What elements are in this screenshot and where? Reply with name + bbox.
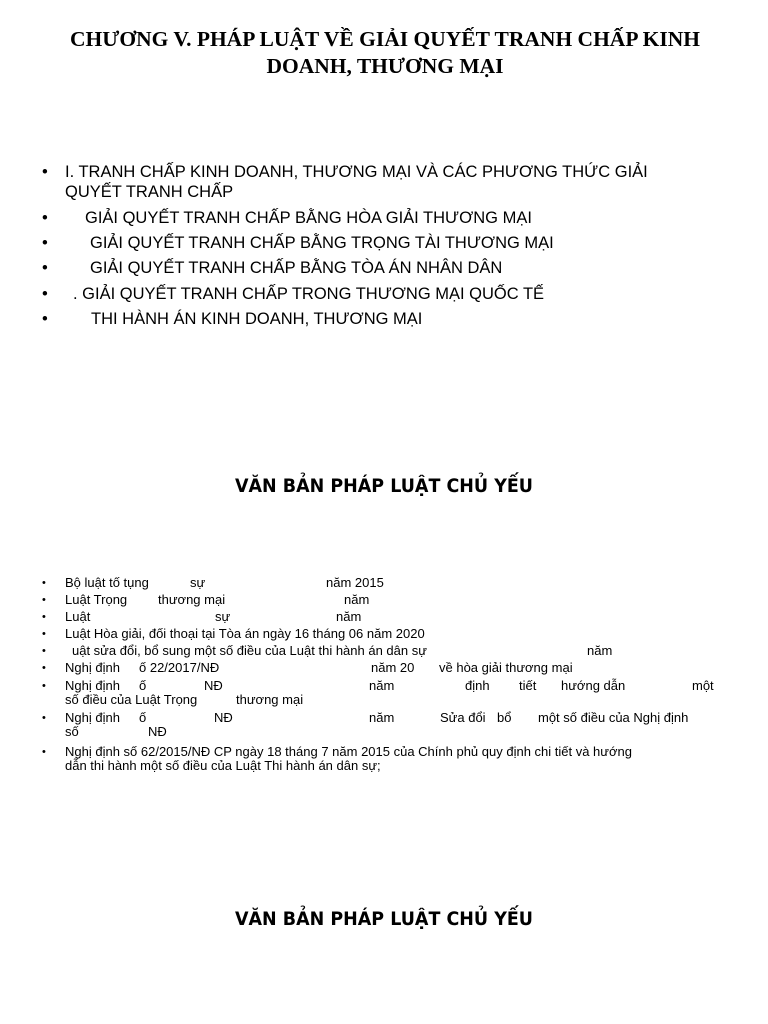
law-item (42, 627, 732, 643)
law-text: năm (336, 609, 362, 624)
outline-item (42, 162, 742, 201)
outline-item-text: I. TRANH CHẤP KINH DOANH, THƯƠNG MẠI VÀ CÁC PHƯƠNG THỨC GIẢI (65, 163, 648, 181)
bullet: • (42, 594, 46, 606)
law-text: ố (139, 710, 147, 725)
law-text: Nghị định (65, 710, 120, 725)
law-text: ố (139, 678, 147, 693)
law-item (42, 661, 732, 677)
outline-item-text: GIẢI QUYẾT TRANH CHẤP BẰNG TÒA ÁN NHÂN DÂN (90, 259, 503, 277)
bullet: • (42, 628, 46, 640)
law-text-cont: thương mại (236, 692, 304, 707)
bullet: • (42, 577, 46, 589)
outline-item-text: THI HÀNH ÁN KINH DOANH, THƯƠNG MẠI (91, 310, 423, 328)
law-text: sự (215, 609, 231, 624)
law-text: sự (190, 575, 206, 590)
bullet: • (42, 285, 48, 303)
law-text: năm (369, 678, 395, 693)
section-heading: VĂN BẢN PHÁP LUẬT CHỦ YẾU (235, 908, 533, 930)
law-text: một (692, 678, 714, 693)
law-item (42, 593, 732, 609)
law-text-cont: số điều của Luật Trọng (65, 692, 198, 707)
bullet: • (42, 209, 48, 227)
law-text: uật sửa đổi, bổ sung một số điều của Luật thi hành án dân sự (72, 643, 427, 658)
law-item (42, 711, 732, 741)
bullet: • (42, 259, 48, 277)
outline-item (42, 208, 742, 230)
law-text: năm 2015 (326, 575, 384, 590)
bullet: • (42, 645, 46, 657)
law-text: bổ (497, 710, 512, 725)
bullet: • (42, 662, 46, 674)
bullet: • (42, 680, 46, 692)
law-text: Bộ luật tố tụng (65, 575, 149, 590)
outline-item-text: . GIẢI QUYẾT TRANH CHẤP TRONG THƯƠNG MẠI QUỐC TẾ (73, 285, 545, 303)
law-text: Luật Hòa giải, đối thoại tại Tòa án ngày 16 tháng 06 năm 2020 (65, 626, 425, 641)
chapter-title-line-2: DOANH, THƯƠNG MẠI (266, 54, 504, 78)
outline-item (42, 309, 742, 331)
outline-item (42, 233, 742, 255)
law-text: năm (587, 643, 613, 658)
law-text: về hòa giải thương mại (439, 660, 573, 675)
bullet: • (42, 712, 46, 724)
law-text: Nghị định số 62/2015/NĐ CP ngày 18 tháng 7 năm 2015 của Chính phủ quy định chi tiết và hướng (65, 744, 632, 759)
law-text-cont: NĐ (148, 724, 167, 739)
bullet: • (42, 163, 48, 181)
law-text: năm (344, 592, 370, 607)
law-text: NĐ (214, 710, 233, 725)
chapter-title (40, 26, 730, 80)
law-text: Nghị định (65, 678, 120, 693)
law-text: tiết (519, 678, 537, 693)
bullet: • (42, 234, 48, 252)
law-text: ố 22/2017/NĐ (139, 660, 220, 675)
law-text: hướng dẫn (561, 678, 626, 693)
law-text: một số điều của Nghị định (538, 710, 689, 725)
outline-item-text: GIẢI QUYẾT TRANH CHẤP BẰNG HÒA GIẢI THƯƠNG MẠI (85, 209, 532, 227)
outline-item-text: GIẢI QUYẾT TRANH CHẤP BẰNG TRỌNG TÀI THƯƠNG MẠI (90, 234, 554, 252)
law-text: năm 20 (371, 660, 415, 675)
law-text: NĐ (204, 678, 223, 693)
law-text: định (465, 678, 490, 693)
bullet: • (42, 746, 46, 758)
law-item (42, 644, 732, 660)
outline-item (42, 258, 742, 280)
law-item (42, 610, 732, 626)
bullet: • (42, 611, 46, 623)
outline-item (42, 284, 742, 306)
chapter-title-line-1: CHƯƠNG V. PHÁP LUẬT VỀ GIẢI QUYẾT TRANH CHẤP KINH (70, 27, 700, 51)
law-text: năm (369, 710, 395, 725)
law-item (42, 679, 732, 709)
law-text: thương mại (158, 592, 226, 607)
law-item (42, 576, 732, 592)
law-text: Luật (65, 609, 91, 624)
law-text-cont: dẫn thi hành một số điều của Luật Thi hành án dân sự; (65, 758, 381, 773)
law-text-cont: số (65, 724, 79, 739)
law-text: Nghị định (65, 660, 120, 675)
law-text: Luật Trọng (65, 592, 128, 607)
law-item (42, 745, 732, 775)
outline-item-text-cont: QUYẾT TRANH CHẤP (65, 183, 234, 201)
law-text: Sửa đổi (440, 710, 486, 725)
bullet: • (42, 310, 48, 328)
section-heading: VĂN BẢN PHÁP LUẬT CHỦ YẾU (235, 475, 533, 497)
